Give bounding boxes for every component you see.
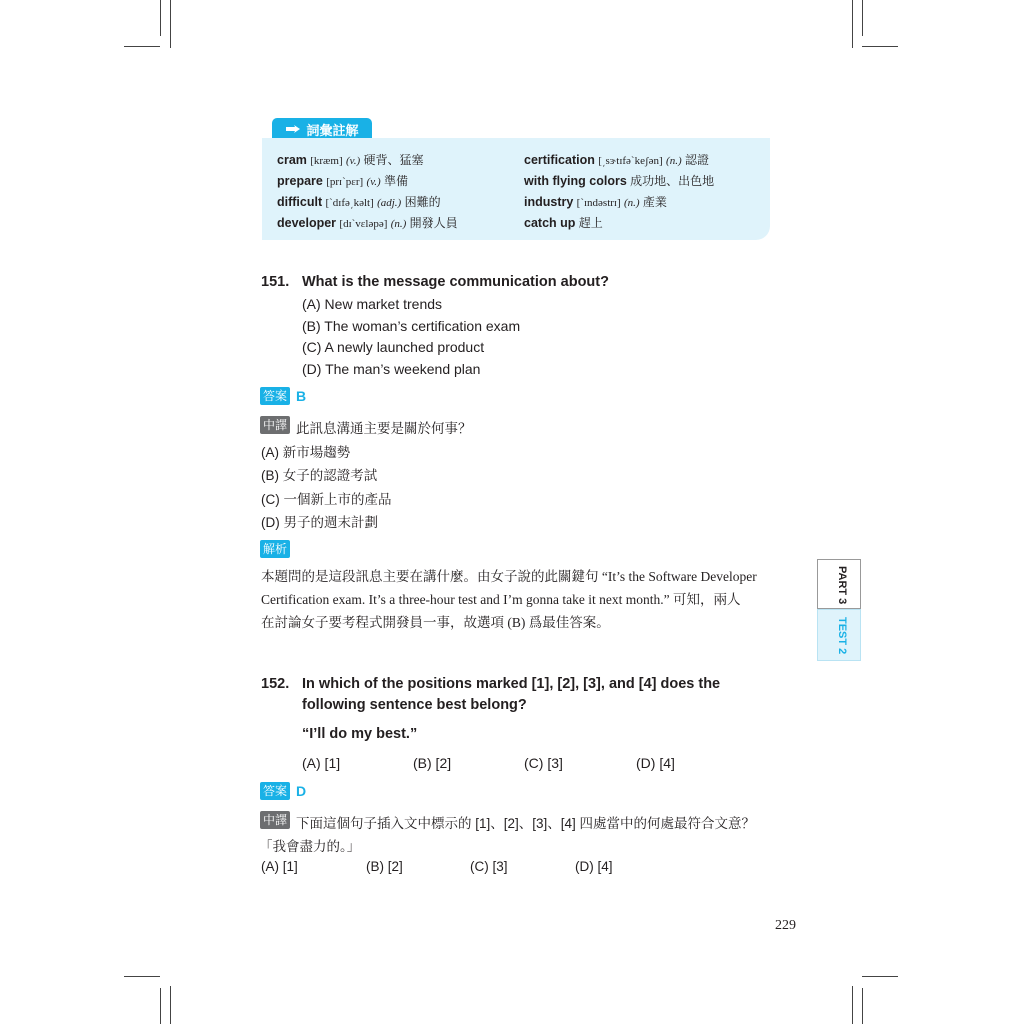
explanation-line: 本題問的是這段訊息主要在講什麼。由女子說的此關鍵句 “It’s the Software Developer (261, 569, 757, 584)
option: (B) [2] (413, 755, 452, 771)
side-tab-test (817, 609, 861, 661)
question-text-line2: following sentence best belong? (302, 697, 527, 713)
option: (C) A newly launched product (302, 339, 485, 355)
side-tab-part (817, 559, 861, 609)
vocab-item: cram [kræm] (v.) 硬背、猛塞 (277, 153, 424, 167)
question-text-line1: In which of the positions marked [1], [2], [3], and [4] does the (302, 676, 721, 692)
option: (D) The man’s weekend plan (302, 361, 481, 377)
translation-option: (D) [4] (575, 859, 613, 874)
answer-letter: B (296, 388, 307, 404)
translation-option: (C) 一個新上市的產品 (261, 492, 392, 507)
side-tab-part-text: PART 3 (836, 566, 848, 605)
answer-letter: D (296, 783, 307, 799)
side-tab-test-text: TEST 2 (836, 617, 848, 655)
translation-quote: 「我會盡力的。」 (259, 839, 361, 854)
translation-option: (C) [3] (470, 859, 508, 874)
quoted-sentence: “I’ll do my best.” (302, 726, 418, 742)
vocab-item: catch up 趕上 (524, 216, 603, 230)
translation-option: (A) [1] (261, 859, 298, 874)
option: (C) [3] (524, 755, 563, 771)
vocab-item: certification [͵sɝtɪfəˋkeʃən] (n.) 認證 (524, 153, 709, 167)
translation-option: (B) [2] (366, 859, 403, 874)
translation-option: (B) 女子的認證考試 (261, 468, 378, 483)
translation-label: 中譯 (260, 811, 290, 829)
vocab-item: with flying colors 成功地、出色地 (524, 174, 715, 188)
translation-question: 下面這個句子插入文中標示的 [1]、[2]、[3]、[4] 四處當中的何處最符合文意？ (296, 816, 756, 831)
vocab-item: prepare [prɪˋpɛr] (v.) 準備 (277, 174, 409, 188)
pointing-hand-icon (285, 122, 301, 137)
translation-option: (D) 男子的週末計劃 (261, 515, 378, 530)
option: (D) [4] (636, 755, 675, 771)
page-number: 229 (775, 918, 796, 933)
explanation-label: 解析 (260, 540, 290, 558)
vocab-header-tab (272, 118, 372, 140)
option: (A) New market trends (302, 296, 443, 312)
vocab-item: difficult [ˋdɪfə͵kəlt] (adj.) 困難的 (277, 195, 441, 209)
explanation-line: Certification exam. It’s a three-hour test and I’m gonna take it next month.” 可知，兩人 (261, 592, 741, 607)
question-number: 151. (261, 274, 290, 290)
option: (A) [1] (302, 755, 341, 771)
translation-question: 此訊息溝通主要是關於何事？ (296, 421, 472, 436)
answer-label: 答案 (260, 387, 290, 405)
question-text: What is the message communication about? (302, 274, 609, 290)
explanation-line: 在討論女子要考程式開發員一事，故選項 (B) 爲最佳答案。 (261, 615, 610, 630)
vocab-item: industry [ˋɪndəstrɪ] (n.) 產業 (524, 195, 667, 209)
vocab-title: 詞彙註解 (306, 122, 359, 138)
translation-label: 中譯 (260, 416, 290, 434)
option: (B) The woman’s certification exam (302, 318, 521, 334)
question-number: 152. (261, 676, 290, 692)
vocab-item: developer [dɪˋvɛləpə] (n.) 開發人員 (277, 216, 458, 230)
translation-option: (A) 新市場趨勢 (261, 445, 351, 460)
answer-label: 答案 (260, 782, 290, 800)
